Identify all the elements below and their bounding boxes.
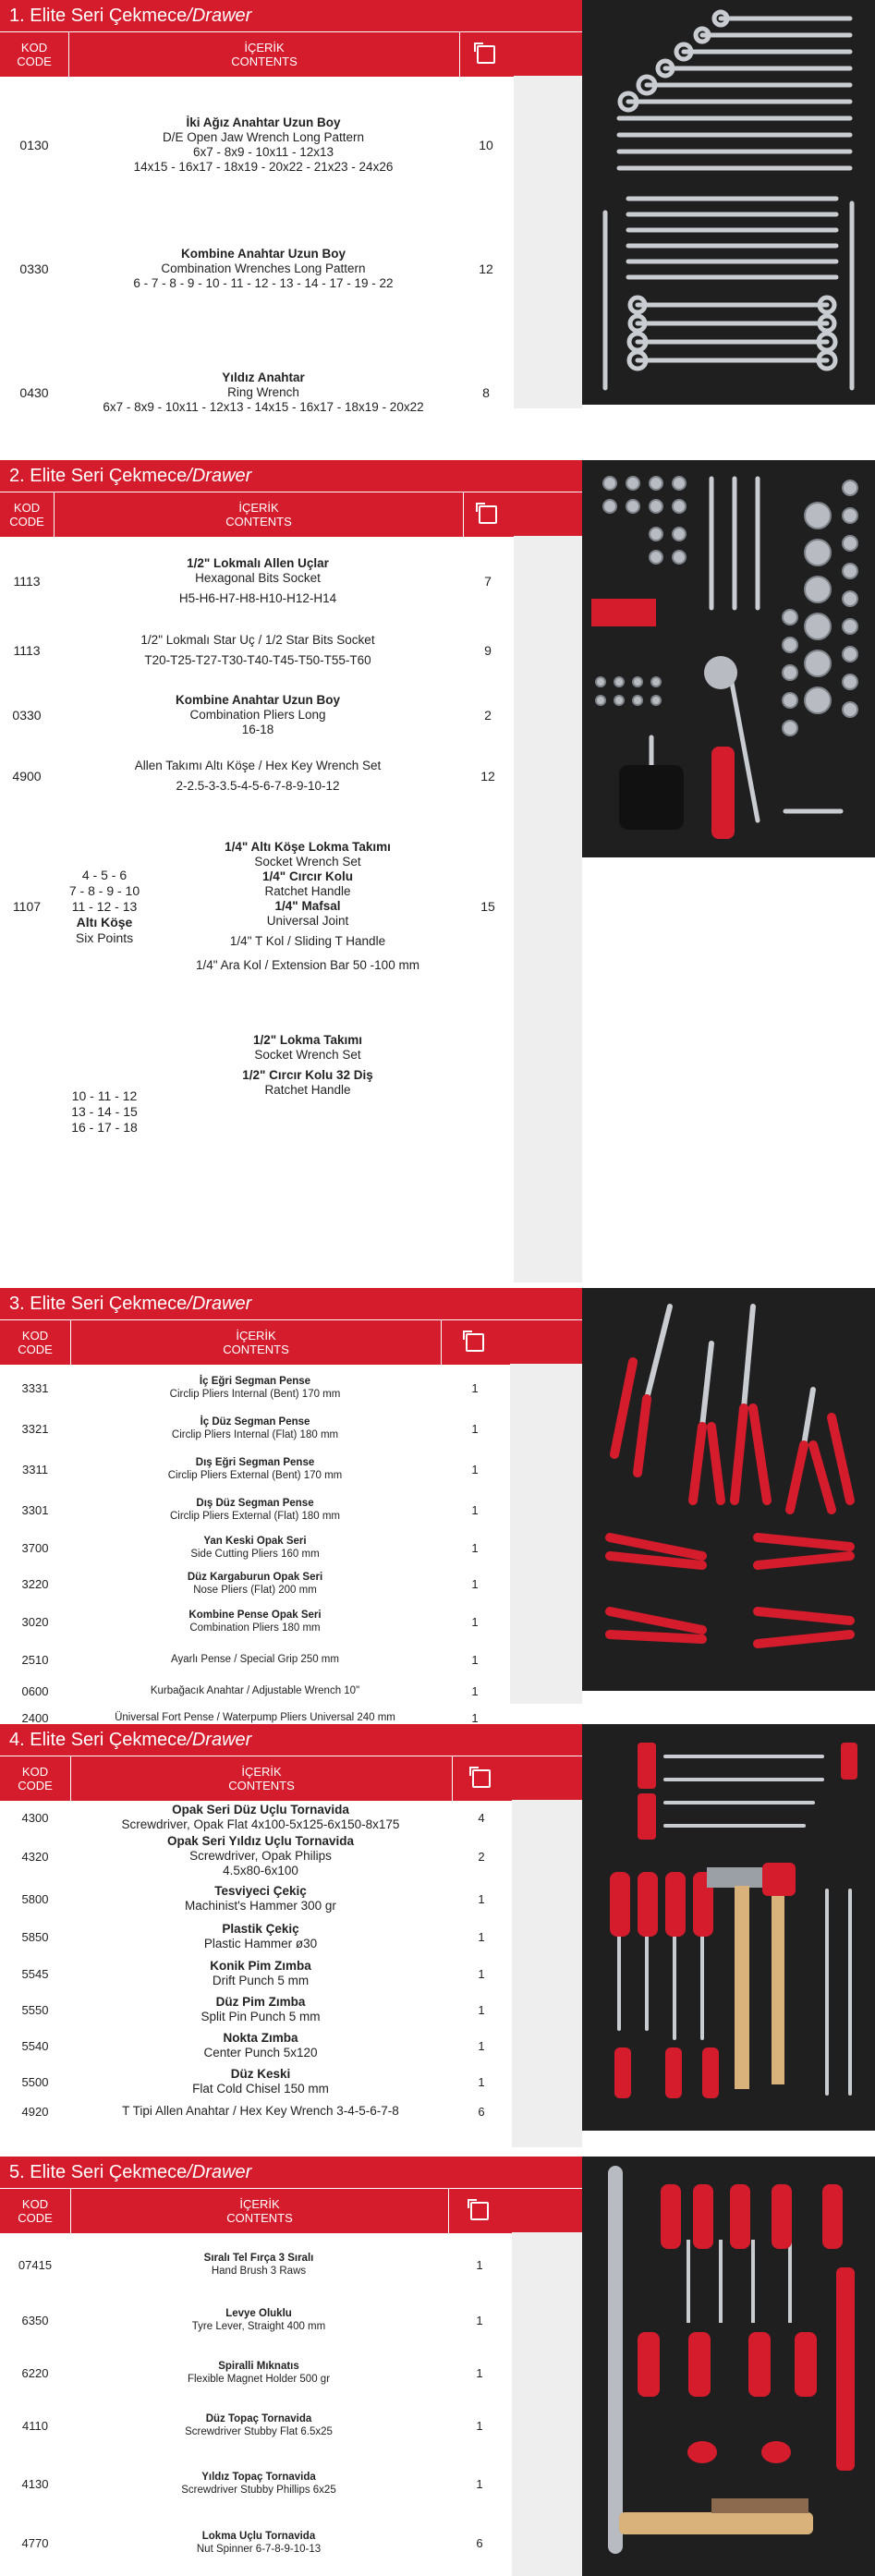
item-quantity: 12	[479, 261, 493, 276]
drawer-section-2	[0, 460, 875, 1282]
table-row	[0, 2347, 582, 2399]
item-quantity: 1	[471, 1540, 479, 1555]
item-quantity: 1	[471, 1614, 479, 1629]
table-header	[0, 31, 582, 77]
header-kod: KOD	[13, 501, 41, 515]
item-quantity: 1	[478, 1929, 485, 1944]
quantity-icon	[477, 45, 495, 64]
size-list-a: 4 - 5 - 6 7 - 8 - 9 - 10 11 - 12 - 13 Altı Köşe Six Points	[68, 867, 140, 945]
table-row	[0, 214, 582, 323]
header-kod: KOD	[21, 1329, 49, 1343]
table-row	[0, 1955, 582, 1992]
table-row	[0, 2452, 582, 2515]
table-row	[0, 1530, 582, 1565]
item-description: Kombine Pense Opak Seri Combination Pliers 180 mm	[188, 1610, 322, 1634]
item-code: 5800	[21, 1891, 49, 1906]
header-icerik: İÇERİK	[239, 2197, 280, 2211]
item-code: 3311	[22, 1462, 48, 1476]
item-quantity: 2	[484, 708, 492, 723]
item-description: Üniversal Fort Pense / Waterpump Pliers Universal 240 mm	[115, 1712, 395, 1723]
item-description: Levye Oluklu Tyre Lever, Straight 400 mm	[191, 2308, 326, 2332]
item-quantity: 1	[471, 1502, 479, 1517]
item-description: 1/4" Altı Köşe Lokma Takımı Socket Wrench Set 1/4" Cırcır Kolu Ratchet Handle 1/4" Mafsal Universal Joint 1/4" T Kol / Sliding T Handle 1/4" Ara Kol / Extension Bar 50 -100 mm	[196, 840, 419, 972]
item-description: Kombine Anahtar Uzun Boy Combination Wrenches Long Pattern 6 - 7 - 8 - 9 - 10 - 11 - 12 - 13 - 14 - 17 - 19 - 22	[133, 247, 394, 290]
item-quantity: 12	[480, 769, 495, 784]
header-icerik: İÇERİK	[241, 1765, 282, 1779]
item-code: 3220	[21, 1576, 49, 1591]
table-row	[0, 2515, 582, 2570]
item-quantity: 9	[484, 643, 492, 658]
item-description: Dış Düz Segman Pense Circlip Pliers External (Flat) 180 mm	[169, 1498, 341, 1522]
table-header	[0, 1756, 582, 1801]
item-quantity: 1	[476, 2418, 483, 2433]
drawer-section-4	[0, 1724, 875, 2147]
table-row	[0, 1367, 582, 1408]
item-description: Düz Keski Flat Cold Chisel 150 mm	[192, 2067, 329, 2096]
item-code: 1107	[12, 899, 42, 914]
item-quantity: 6	[478, 2104, 485, 2119]
header-kod: KOD	[20, 41, 48, 55]
header-contents: CONTENTS	[231, 55, 298, 68]
header-contents: CONTENTS	[228, 1779, 295, 1792]
item-code: 3321	[21, 1421, 49, 1436]
item-description: Ayarlı Pense / Special Grip 250 mm	[171, 1654, 339, 1665]
item-description: Lokma Uçlu Tornavida Nut Spinner 6-7-8-9-10-13	[196, 2531, 322, 2555]
item-code: 4900	[12, 769, 42, 784]
item-description: 1/2" Lokmalı Allen Uçlar Hexagonal Bits Socket H5-H6-H7-H8-H10-H12-H14	[178, 556, 337, 605]
item-code: 4110	[22, 2418, 48, 2433]
item-code: 4300	[21, 1810, 49, 1825]
header-kod: KOD	[21, 2197, 49, 2211]
item-description: Opak Seri Düz Uçlu Tornavida Screwdriver, Opak Flat 4x100-5x125-6x150-8x175	[121, 1803, 400, 1831]
item-quantity: 1	[471, 1683, 479, 1698]
item-code: 3020	[21, 1614, 49, 1629]
header-code: CODE	[17, 55, 52, 68]
item-quantity: 10	[479, 138, 493, 152]
table-row	[0, 2236, 582, 2293]
item-quantity: 1	[478, 1966, 485, 1981]
section-title: 3. Elite Seri Çekmece/Drawer	[0, 1288, 582, 1319]
drawer-section-5	[0, 2157, 875, 2576]
header-contents: CONTENTS	[226, 2211, 293, 2225]
item-quantity: 15	[480, 899, 495, 914]
item-quantity: 1	[471, 1576, 479, 1591]
table-row	[0, 623, 582, 678]
item-quantity: 1	[476, 2365, 483, 2380]
item-quantity: 1	[471, 1652, 479, 1667]
table-row	[0, 323, 582, 462]
table-row	[0, 1802, 582, 1833]
header-icerik: İÇERİK	[238, 501, 279, 515]
item-code: 4770	[21, 2535, 49, 2550]
item-quantity: 1	[471, 1421, 479, 1436]
table-row	[0, 1565, 582, 1602]
table-row	[0, 1678, 582, 1704]
table-row	[0, 549, 582, 614]
item-description: İki Ağız Anahtar Uzun Boy D/E Open Jaw Wrench Long Pattern 6x7 - 8x9 - 10x11 - 12x13 14x15 - 16x17 - 18x19 - 20x22 - 21x23 - 24x26	[133, 115, 394, 174]
drawer-section-1	[0, 0, 875, 414]
table-header	[0, 492, 582, 537]
table-row	[0, 2399, 582, 2452]
table-row	[0, 1992, 582, 2027]
item-description: Kurbağacık Anahtar / Adjustable Wrench 10"	[150, 1685, 360, 1696]
header-kod: KOD	[21, 1765, 49, 1779]
table-row	[0, 2293, 582, 2347]
item-description: Tesviyeci Çekiç Machinist's Hammer 300 gr	[185, 1884, 336, 1913]
table-row	[0, 76, 582, 214]
item-description: Sıralı Tel Fırça 3 Sıralı Hand Brush 3 Raws	[203, 2253, 314, 2277]
item-code: 0330	[19, 261, 49, 276]
table-row	[0, 1449, 582, 1489]
item-code: 1113	[13, 643, 41, 658]
item-quantity: 8	[482, 385, 490, 400]
item-code: 6350	[21, 2313, 49, 2327]
item-description: Kombine Anahtar Uzun Boy Combination Pliers Long 16-18	[175, 693, 340, 736]
item-quantity: 1	[471, 1710, 479, 1725]
item-code: 5545	[21, 1966, 49, 1981]
section-title: 4. Elite Seri Çekmece/Drawer	[0, 1724, 582, 1756]
item-code: 07415	[18, 2257, 53, 2272]
item-description: Plastik Çekiç Plastic Hammer ø30	[203, 1922, 318, 1950]
item-quantity: 7	[484, 574, 492, 589]
item-code: 5500	[21, 2074, 49, 2089]
item-code: 4320	[21, 1849, 49, 1864]
header-code: CODE	[18, 1343, 53, 1356]
item-quantity: 1	[476, 2313, 483, 2327]
item-code: 3331	[21, 1380, 49, 1395]
item-quantity: 1	[478, 2038, 485, 2053]
table-row	[0, 2099, 582, 2123]
item-description: Dış Eğri Segman Pense Circlip Pliers External (Bent) 170 mm	[167, 1457, 343, 1481]
section-title: 2. Elite Seri Çekmece/Drawer	[0, 460, 582, 492]
item-quantity: 1	[471, 1380, 479, 1395]
header-contents: CONTENTS	[225, 515, 292, 529]
item-code: 5550	[21, 2002, 49, 2017]
item-description: Düz Kargaburun Opak Seri Nose Pliers (Flat) 200 mm	[187, 1572, 323, 1596]
item-description: Yıldız Anahtar Ring Wrench 6x7 - 8x9 - 10x11 - 12x13 - 14x15 - 16x17 - 18x19 - 20x22	[103, 371, 424, 414]
item-description: İç Eğri Segman Pense Circlip Pliers Internal (Bent) 170 mm	[169, 1376, 341, 1400]
item-quantity: 6	[476, 2535, 483, 2550]
table-row	[0, 748, 582, 804]
table-row	[0, 687, 582, 743]
table-header	[0, 1319, 582, 1365]
item-code: 0330	[12, 708, 42, 723]
drawer-photo-pliers	[582, 1288, 875, 1691]
quantity-icon	[479, 505, 497, 524]
item-code: 5850	[21, 1929, 49, 1944]
header-icerik: İÇERİK	[244, 41, 285, 55]
item-code: 6220	[21, 2365, 49, 2380]
item-description: T Tipi Allen Anahtar / Hex Key Wrench 3-4-5-6-7-8	[122, 2104, 399, 2118]
item-quantity: 1	[478, 1891, 485, 1906]
item-description: İç Düz Segman Pense Circlip Pliers Internal (Flat) 180 mm	[171, 1416, 339, 1440]
item-description: Opak Seri Yıldız Uçlu Tornavida Screwdriver, Opak Philips 4.5x80-6x100	[166, 1834, 355, 1877]
drawer-photo-wrenches	[582, 0, 875, 405]
table-row	[0, 1918, 582, 1955]
item-quantity: 1	[471, 1462, 479, 1476]
table-row	[0, 819, 582, 994]
item-code: 3700	[21, 1540, 49, 1555]
item-code: 0130	[19, 138, 49, 152]
item-quantity: 1	[476, 2257, 483, 2272]
item-quantity: 2	[478, 1849, 485, 1864]
item-quantity: 1	[476, 2476, 483, 2491]
item-code: 4920	[21, 2104, 49, 2119]
quantity-icon	[466, 1333, 484, 1352]
table-row	[0, 1641, 582, 1678]
item-code: 2510	[21, 1652, 49, 1667]
table-row	[0, 1602, 582, 1641]
item-code: 5540	[21, 2038, 49, 2053]
drawer-photo-misc-tools	[582, 2157, 875, 2576]
header-code: CODE	[18, 2211, 53, 2225]
item-description: Düz Topaç Tornavida Screwdriver Stubby Flat 6.5x25	[185, 2413, 333, 2437]
item-quantity: 4	[478, 1810, 485, 1825]
table-row	[0, 2027, 582, 2064]
drawer-photo-sockets	[582, 460, 875, 857]
quantity-icon	[472, 1769, 491, 1788]
item-quantity: 1	[478, 2002, 485, 2017]
table-row	[0, 2064, 582, 2099]
table-row	[0, 1408, 582, 1449]
item-description: 1/2" Lokma Takımı Socket Wrench Set 1/2" Cırcır Kolu 32 Diş Ratchet Handle	[242, 1033, 373, 1097]
table-header	[0, 2188, 582, 2233]
item-description: Spiralli Mıknatıs Flexible Magnet Holder 500 gr	[187, 2361, 331, 2385]
table-row	[0, 1833, 582, 1879]
item-code: 1113	[13, 574, 41, 589]
section-title: 1. Elite Seri Çekmece/Drawer	[0, 0, 582, 31]
header-contents: CONTENTS	[223, 1343, 289, 1356]
header-icerik: İÇERİK	[236, 1329, 276, 1343]
item-quantity: 1	[478, 2074, 485, 2089]
item-description: Nokta Zımba Center Punch 5x120	[203, 2031, 318, 2060]
table-row	[0, 1033, 582, 1153]
item-code: 4130	[21, 2476, 49, 2491]
item-code: 0600	[21, 1683, 49, 1698]
size-list-b: 10 - 11 - 12 13 - 14 - 15 16 - 17 - 18	[71, 1088, 138, 1135]
item-code: 3301	[21, 1502, 49, 1517]
item-code: 2400	[21, 1710, 49, 1725]
section-title: 5. Elite Seri Çekmece/Drawer	[0, 2157, 582, 2188]
item-description: Konik Pim Zımba Drift Punch 5 mm	[210, 1959, 311, 1987]
item-code: 0430	[19, 385, 49, 400]
table-row	[0, 1879, 582, 1918]
quantity-icon	[470, 2202, 489, 2220]
drawer-photo-screwdrivers	[582, 1724, 875, 2131]
item-description: Düz Pim Zımba Split Pin Punch 5 mm	[201, 1995, 321, 2023]
item-description: Allen Takımı Altı Köşe / Hex Key Wrench Set 2-2.5-3-3.5-4-5-6-7-8-9-10-12	[134, 759, 382, 793]
drawer-section-3	[0, 1288, 875, 1725]
item-description: Yan Keski Opak Seri Side Cutting Pliers 160 mm	[190, 1536, 320, 1560]
item-description: 1/2" Lokmalı Star Uç / 1/2 Star Bits Socket T20-T25-T27-T30-T40-T45-T50-T55-T60	[140, 633, 375, 667]
header-code: CODE	[9, 515, 44, 529]
header-code: CODE	[18, 1779, 53, 1792]
item-description: Yıldız Topaç Tornavida Screwdriver Stubby Phillips 6x25	[181, 2472, 336, 2496]
table-row	[0, 1489, 582, 1530]
